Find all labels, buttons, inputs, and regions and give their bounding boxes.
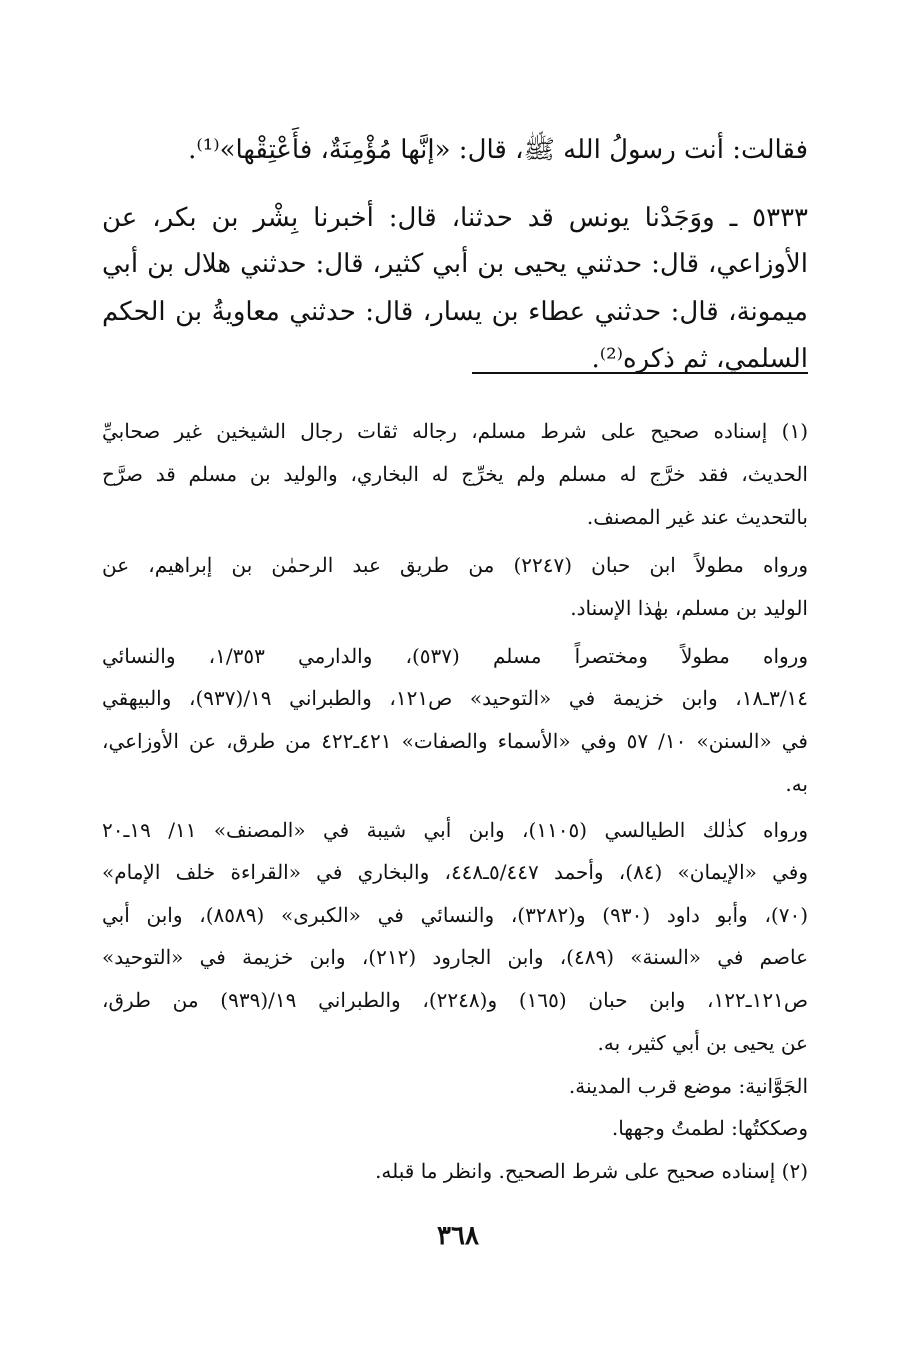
footnote-line-11: وفي «الإيمان» (٨٤)، وأحمد ٥/٤٤٧ـ٤٤٨، والبخاري في «القراءة خلف الإمام»: [102, 860, 808, 884]
main-text-line-1: فقالت: أنت رسولُ الله ﷺ، قال: «إنَّها مُؤْمِنَةٌ، فأَعْتِقْها»⁽¹⁾.: [188, 135, 808, 165]
footnote-line-18: (٢) إسناده صحيح على شرط الصحيح. وانظر ما قبله.: [375, 1159, 808, 1183]
footnote-line-3: بالتحديث عند غير المصنف.: [586, 505, 808, 529]
main-text-line-3: الأوزاعي، قال: حدثني يحيى بن أبي كثير، قال: حدثني هلال بن أبي: [102, 249, 808, 279]
footnote-line-7: ٣/١٤ـ١٨، وابن خزيمة في «التوحيد» ص١٢١، والطبراني ١٩/(٩٣٧)، والبيهقي: [102, 686, 809, 710]
footnote-line-6: ورواه مطولاً ومختصراً مسلم (٥٣٧)، والدارمي ١/٣٥٣، والنسائي: [102, 644, 809, 668]
footnote-line-16: الجَوَّانية: موضع قرب المدينة.: [568, 1074, 808, 1098]
footnote-line-13: عاصم في «السنة» (٤٨٩)، وابن الجارود (٢١٢)، وابن خزيمة في «التوحيد»: [102, 945, 809, 969]
footnote-line-14: ص١٢١ـ١٢٢، وابن حبان (١٦٥) و(٢٢٤٨)، والطبراني ١٩/(٩٣٩) من طرق،: [102, 988, 809, 1012]
footnote-line-17: وصككتُها: لطمتُ وجهها.: [611, 1116, 808, 1140]
footnote-line-5: الوليد بن مسلم، بهٰذا الإسناد.: [570, 596, 808, 620]
footnote-line-2: الحديث، فقد خرَّج له مسلم ولم يخرِّج له البخاري، والوليد بن مسلم قد صرَّح: [102, 462, 808, 486]
footnote-line-12: (٧٠)، وأبو داود (٩٣٠) و(٣٢٨٢)، والنسائي في «الكبرى» (٨٥٨٩)، وابن أبي: [102, 903, 808, 927]
main-text-line-4: ميمونة، قال: حدثني عطاء بن يسار، قال: حدثني معاويةُ بن الحكم: [102, 297, 808, 327]
footnote-line-8: في «السنن» ١٠/ ٥٧ وفي «الأسماء والصفات» ٤٢١ـ٤٢٢ من طرق، عن الأوزاعي،: [102, 729, 808, 753]
footnote-line-1: (١) إسناده صحيح على شرط مسلم، رجاله ثقات رجال الشيخين غير صحابيِّ: [102, 419, 808, 443]
main-text-line-2: ٥٣٣٣ ـ ووَجَدْنا يونس قد حدثنا، قال: أخبرنا بِشْر بن بكر، عن: [102, 203, 808, 233]
footnote-line-9: به.: [785, 772, 808, 796]
footnote-line-4: ورواه مطولاً ابن حبان (٢٢٤٧) من طريق عبد الرحمٰن بن إبراهيم، عن: [102, 553, 808, 577]
page-number: ٣٦٨: [437, 1221, 479, 1251]
footnote-line-15: عن يحيى بن أبي كثير، به.: [597, 1031, 808, 1055]
footnote-divider: [472, 372, 808, 374]
footnote-line-10: ورواه كذٰلك الطيالسي (١١٠٥)، وابن أبي شيبة في «المصنف» ١١/ ١٩ـ٢٠: [102, 818, 808, 842]
main-text-line-5: السلمي، ثم ذكره⁽²⁾.: [591, 344, 808, 374]
